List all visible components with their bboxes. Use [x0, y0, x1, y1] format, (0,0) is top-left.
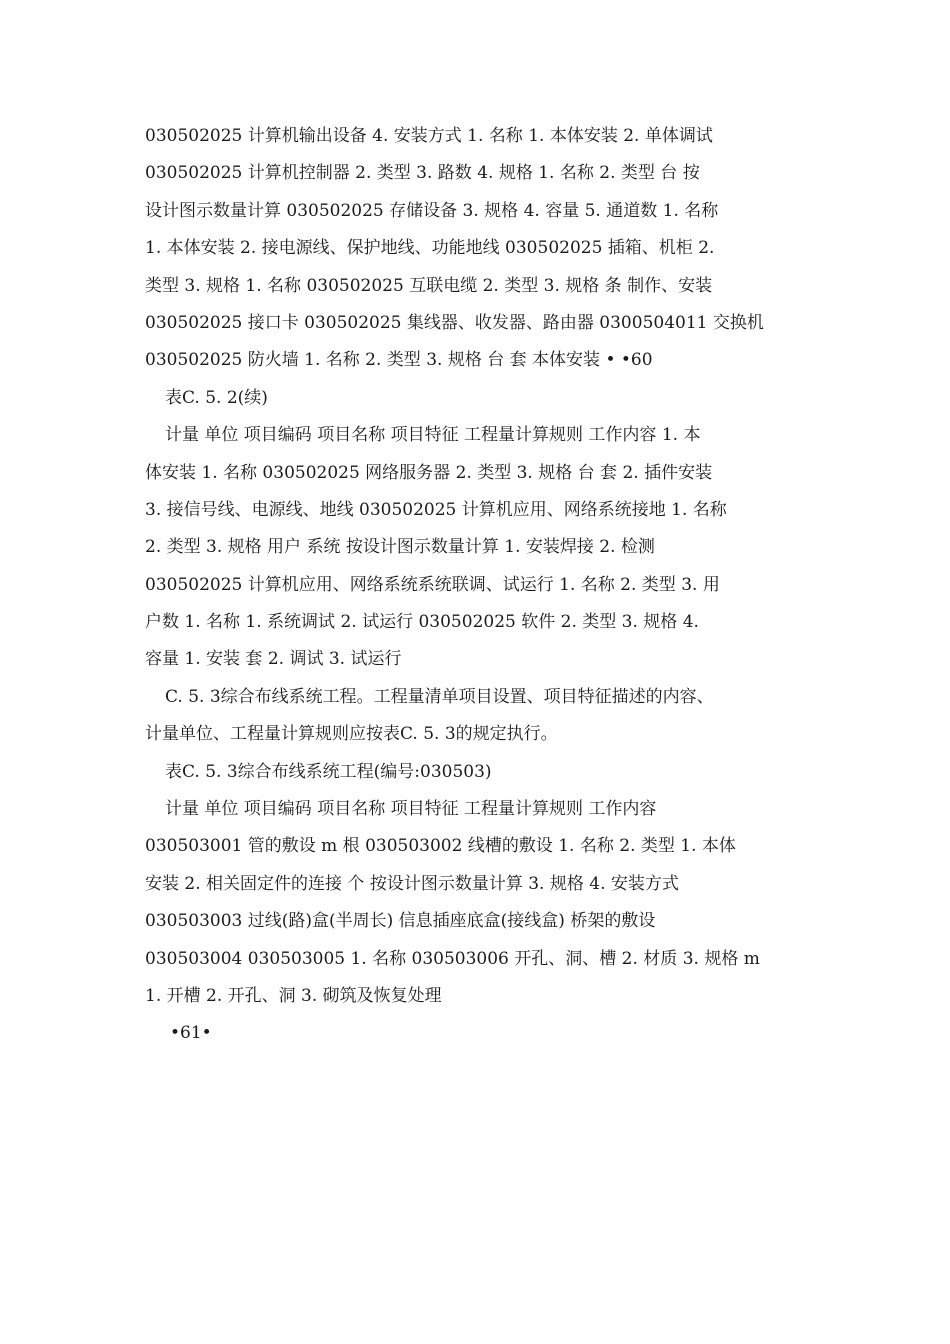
text-line: 1. 本体安装 2. 接电源线、保护地线、功能地线 030502025 插箱、机柜 2. — [145, 238, 715, 259]
page-number: •61• — [170, 1023, 212, 1044]
text-line: 1. 开槽 2. 开孔、洞 3. 砌筑及恢复处理 — [145, 985, 442, 1006]
text-line: 030502025 接口卡 030502025 集线器、收发器、路由器 0300504011 交换机 — [145, 312, 764, 333]
text-line: 030503003 过线(路)盒(半周长) 信息插座底盒(接线盒) 桥架的敷设 — [145, 911, 656, 932]
text-line: 类型 3. 规格 1. 名称 030502025 互联电缆 2. 类型 3. 规格 条 制作、安装 — [145, 275, 713, 296]
text-line: 030502025 计算机输出设备 4. 安装方式 1. 名称 1. 本体安装 2. 单体调试 — [145, 126, 713, 146]
text-line: 030502025 计算机应用、网络系统系统联调、试运行 1. 名称 2. 类型 3. 用 — [145, 574, 720, 595]
table-caption: 表C. 5. 2(续) — [165, 387, 268, 408]
text-line: 体安装 1. 名称 030502025 网络服务器 2. 类型 3. 规格 台 套 2. 插件安装 — [145, 462, 713, 483]
table-caption: 表C. 5. 3综合布线系统工程(编号:030503) — [165, 761, 492, 782]
text-line: 030503004 030503005 1. 名称 030503006 开孔、洞、槽 2. 材质 3. 规格 m — [145, 948, 760, 969]
text-line: 安装 2. 相关固定件的连接 个 按设计图示数量计算 3. 规格 4. 安装方式 — [145, 873, 679, 894]
text-line: 3. 接信号线、电源线、地线 030502025 计算机应用、网络系统接地 1. 名称 — [145, 499, 727, 520]
text-line: 2. 类型 3. 规格 用户 系统 按设计图示数量计算 1. 安装焊接 2. 检测 — [145, 537, 655, 558]
body-text — [145, 118, 810, 1053]
text-line: 计量 单位 项目编码 项目名称 项目特征 工程量计算规则 工作内容 — [165, 799, 657, 820]
text-line: 户数 1. 名称 1. 系统调试 2. 试运行 030502025 软件 2. 类型 3. 规格 4. — [145, 612, 699, 633]
text-line: 030502025 防火墙 1. 名称 2. 类型 3. 规格 台 套 本体安装 • •60 — [145, 350, 653, 371]
text-line: 容量 1. 安装 套 2. 调试 3. 试运行 — [145, 649, 402, 670]
section-paragraph: C. 5. 3综合布线系统工程。工程量清单项目设置、项目特征描述的内容、 — [165, 686, 714, 707]
text-line: 030502025 计算机控制器 2. 类型 3. 路数 4. 规格 1. 名称 2. 类型 台 按 — [145, 163, 700, 184]
text-line: 计量 单位 项目编码 项目名称 项目特征 工程量计算规则 工作内容 1. 本 — [165, 425, 701, 446]
text-line: 计量单位、工程量计算规则应按表C. 5. 3的规定执行。 — [145, 724, 558, 745]
text-line: 设计图示数量计算 030502025 存储设备 3. 规格 4. 容量 5. 通道数 1. 名称 — [145, 200, 719, 221]
text-line: 030503001 管的敷设 m 根 030503002 线槽的敷设 1. 名称 2. 类型 1. 本体 — [145, 836, 736, 857]
